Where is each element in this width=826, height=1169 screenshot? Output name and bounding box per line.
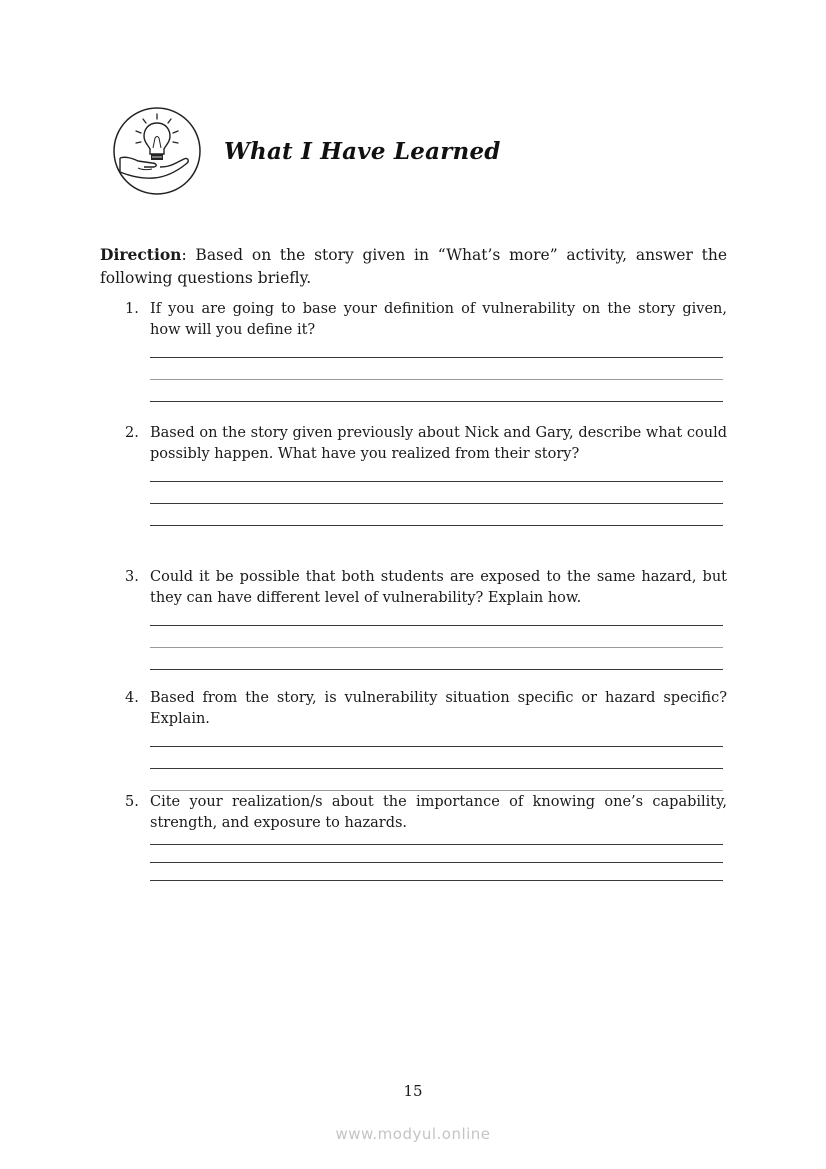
answer-line[interactable] — [150, 769, 723, 791]
answer-lines[interactable] — [150, 834, 723, 881]
question-1 — [125, 299, 727, 402]
question-5 — [125, 792, 727, 881]
answer-line[interactable] — [150, 747, 723, 769]
answer-lines[interactable] — [150, 609, 723, 670]
section-header — [112, 105, 501, 197]
answer-line[interactable] — [150, 648, 723, 670]
answer-lines[interactable] — [150, 341, 723, 402]
direction-text: : Based on the story given in “What’s more” activity, answer the following questions briefly. — [100, 246, 727, 287]
question-text: Cite your realization/s about the importance of knowing one’s capability, strength, and exposure to hazards. — [150, 794, 727, 831]
answer-line[interactable] — [150, 626, 723, 648]
question-3 — [125, 567, 727, 670]
answer-line[interactable] — [150, 834, 723, 845]
direction-label: Direction — [100, 245, 182, 264]
question-4 — [125, 688, 727, 791]
lightbulb-in-hand-icon — [112, 106, 202, 196]
answer-lines[interactable] — [150, 465, 723, 526]
answer-line[interactable] — [150, 380, 723, 402]
direction-paragraph — [100, 243, 727, 290]
page-title: What I Have Learned — [224, 137, 501, 165]
question-number: 5. — [125, 794, 139, 810]
answer-lines[interactable] — [150, 730, 723, 791]
answer-line[interactable] — [150, 341, 723, 358]
question-2 — [125, 423, 727, 526]
question-number: 2. — [125, 425, 139, 441]
question-text: Based on the story given previously about Nick and Gary, describe what could possibly happen. What have you realized from their story? — [150, 425, 727, 462]
question-text: Based from the story, is vulnerability situation specific or hazard specific? Explain. — [150, 690, 727, 727]
answer-line[interactable] — [150, 730, 723, 747]
answer-line[interactable] — [150, 465, 723, 482]
answer-line[interactable] — [150, 845, 723, 863]
question-number: 4. — [125, 690, 139, 706]
question-text: Could it be possible that both students are exposed to the same hazard, but they can have different level of vulnerability? Explain how. — [150, 569, 727, 606]
answer-line[interactable] — [150, 482, 723, 504]
watermark: www.modyul.online — [335, 1125, 491, 1143]
question-number: 1. — [125, 301, 139, 317]
answer-line[interactable] — [150, 358, 723, 380]
page-number: 15 — [403, 1082, 423, 1100]
question-number: 3. — [125, 569, 139, 585]
answer-line[interactable] — [150, 504, 723, 526]
answer-line[interactable] — [150, 609, 723, 626]
question-text: If you are going to base your definition of vulnerability on the story given, how will you define it? — [150, 301, 727, 338]
answer-line[interactable] — [150, 863, 723, 881]
